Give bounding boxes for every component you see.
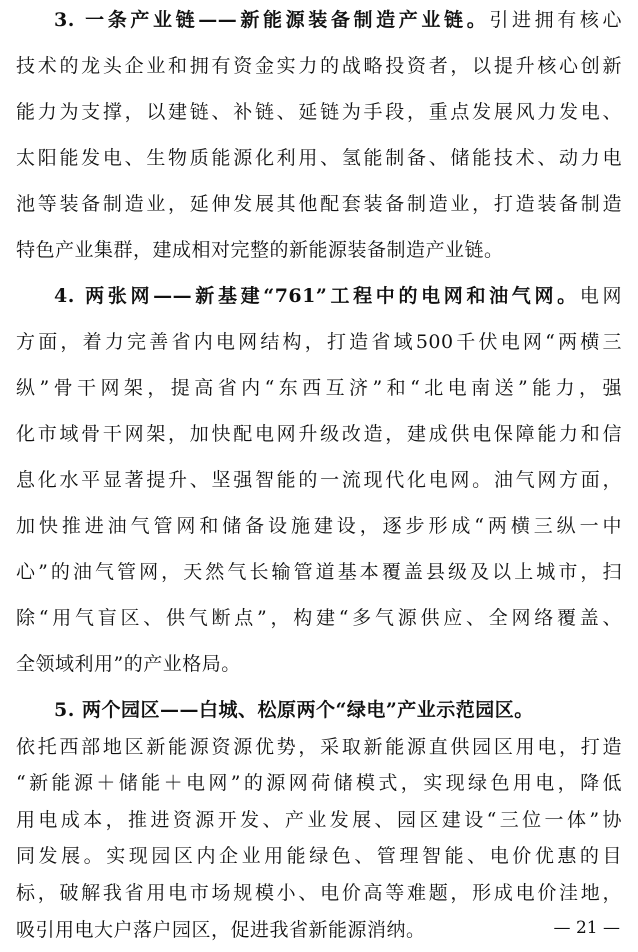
paragraph-4-line-5: 息化水平显著提升、坚强智能的一流现代化电网。油气网方面， [16, 469, 622, 491]
paragraph-5-line-5: 同发展。实现园区内企业用能绿色、管理智能、电价优惠的目 [16, 845, 622, 868]
paragraph-3-line-2: 技术的龙头企业和拥有资金实力的战略投资者，以提升核心创新 [16, 55, 622, 77]
page-number: — 21 — [553, 918, 620, 938]
paragraph-4-first-text: 电网 [579, 285, 622, 307]
paragraph-5-heading: 5. 两个园区——白城、松原两个“绿电”产业示范园区。 [54, 699, 534, 721]
paragraph-3-line-3: 能力为支撑，以建链、补链、延链为手段，重点发展风力发电、 [16, 101, 622, 123]
paragraph-3-first-text: 引进拥有核心 [489, 9, 622, 31]
paragraph-4-line-2: 方面，着力完善省内电网结构，打造省域500千伏电网“两横三 [16, 331, 622, 353]
paragraph-5-line-7: 吸引用电大户落户园区，促进我省新能源消纳。 [16, 918, 426, 941]
paragraph-3-line-4: 太阳能发电、生物质能源化利用、氢能制备、储能技术、动力电 [16, 147, 622, 169]
paragraph-5-line-3: “新能源＋储能＋电网”的源网荷储模式，实现绿色用电，降低 [16, 772, 622, 795]
paragraph-5-line-4: 用电成本，推进资源开发、产业发展、园区建设“三位一体”协 [16, 808, 622, 831]
paragraph-4-line-8: 除“用气盲区、供气断点”，构建“多气源供应、全网络覆盖、 [16, 607, 622, 629]
paragraph-4-line-6: 加快推进油气管网和储备设施建设，逐步形成“两横三纵一中 [16, 515, 622, 537]
paragraph-4-line-7: 心”的油气管网，天然气长输管道基本覆盖县级及以上城市，扫 [16, 561, 622, 583]
paragraph-3-heading: 3. 一条产业链——新能源装备制造产业链。 [54, 9, 490, 31]
paragraph-3-line-5: 池等装备制造业，延伸发展其他配套装备制造业，打造装备制造 [16, 193, 622, 215]
paragraph-5-line-1 [54, 695, 622, 725]
paragraph-4-line-3: 纵”骨干网架，提高省内“东西互济”和“北电南送”能力，强 [16, 377, 622, 399]
paragraph-4-heading: 4. 两张网——新基建“761”工程中的电网和油气网。 [54, 285, 580, 307]
paragraph-4-line-4: 化市域骨干网架，加快配电网升级改造，建成供电保障能力和信 [16, 423, 622, 445]
paragraph-5-line-2: 依托西部地区新能源资源优势，采取新能源直供园区用电，打造 [16, 735, 622, 758]
paragraph-5-line-6: 标，破解我省用电市场规模小、电价高等难题，形成电价洼地， [16, 882, 622, 904]
paragraph-4-line-9: 全领域利用”的产业格局。 [16, 653, 241, 675]
paragraph-3-line-6: 特色产业集群，建成相对完整的新能源装备制造产业链。 [16, 239, 504, 261]
paragraph-3-line-1 [54, 5, 622, 35]
paragraph-4-line-1 [54, 281, 622, 311]
